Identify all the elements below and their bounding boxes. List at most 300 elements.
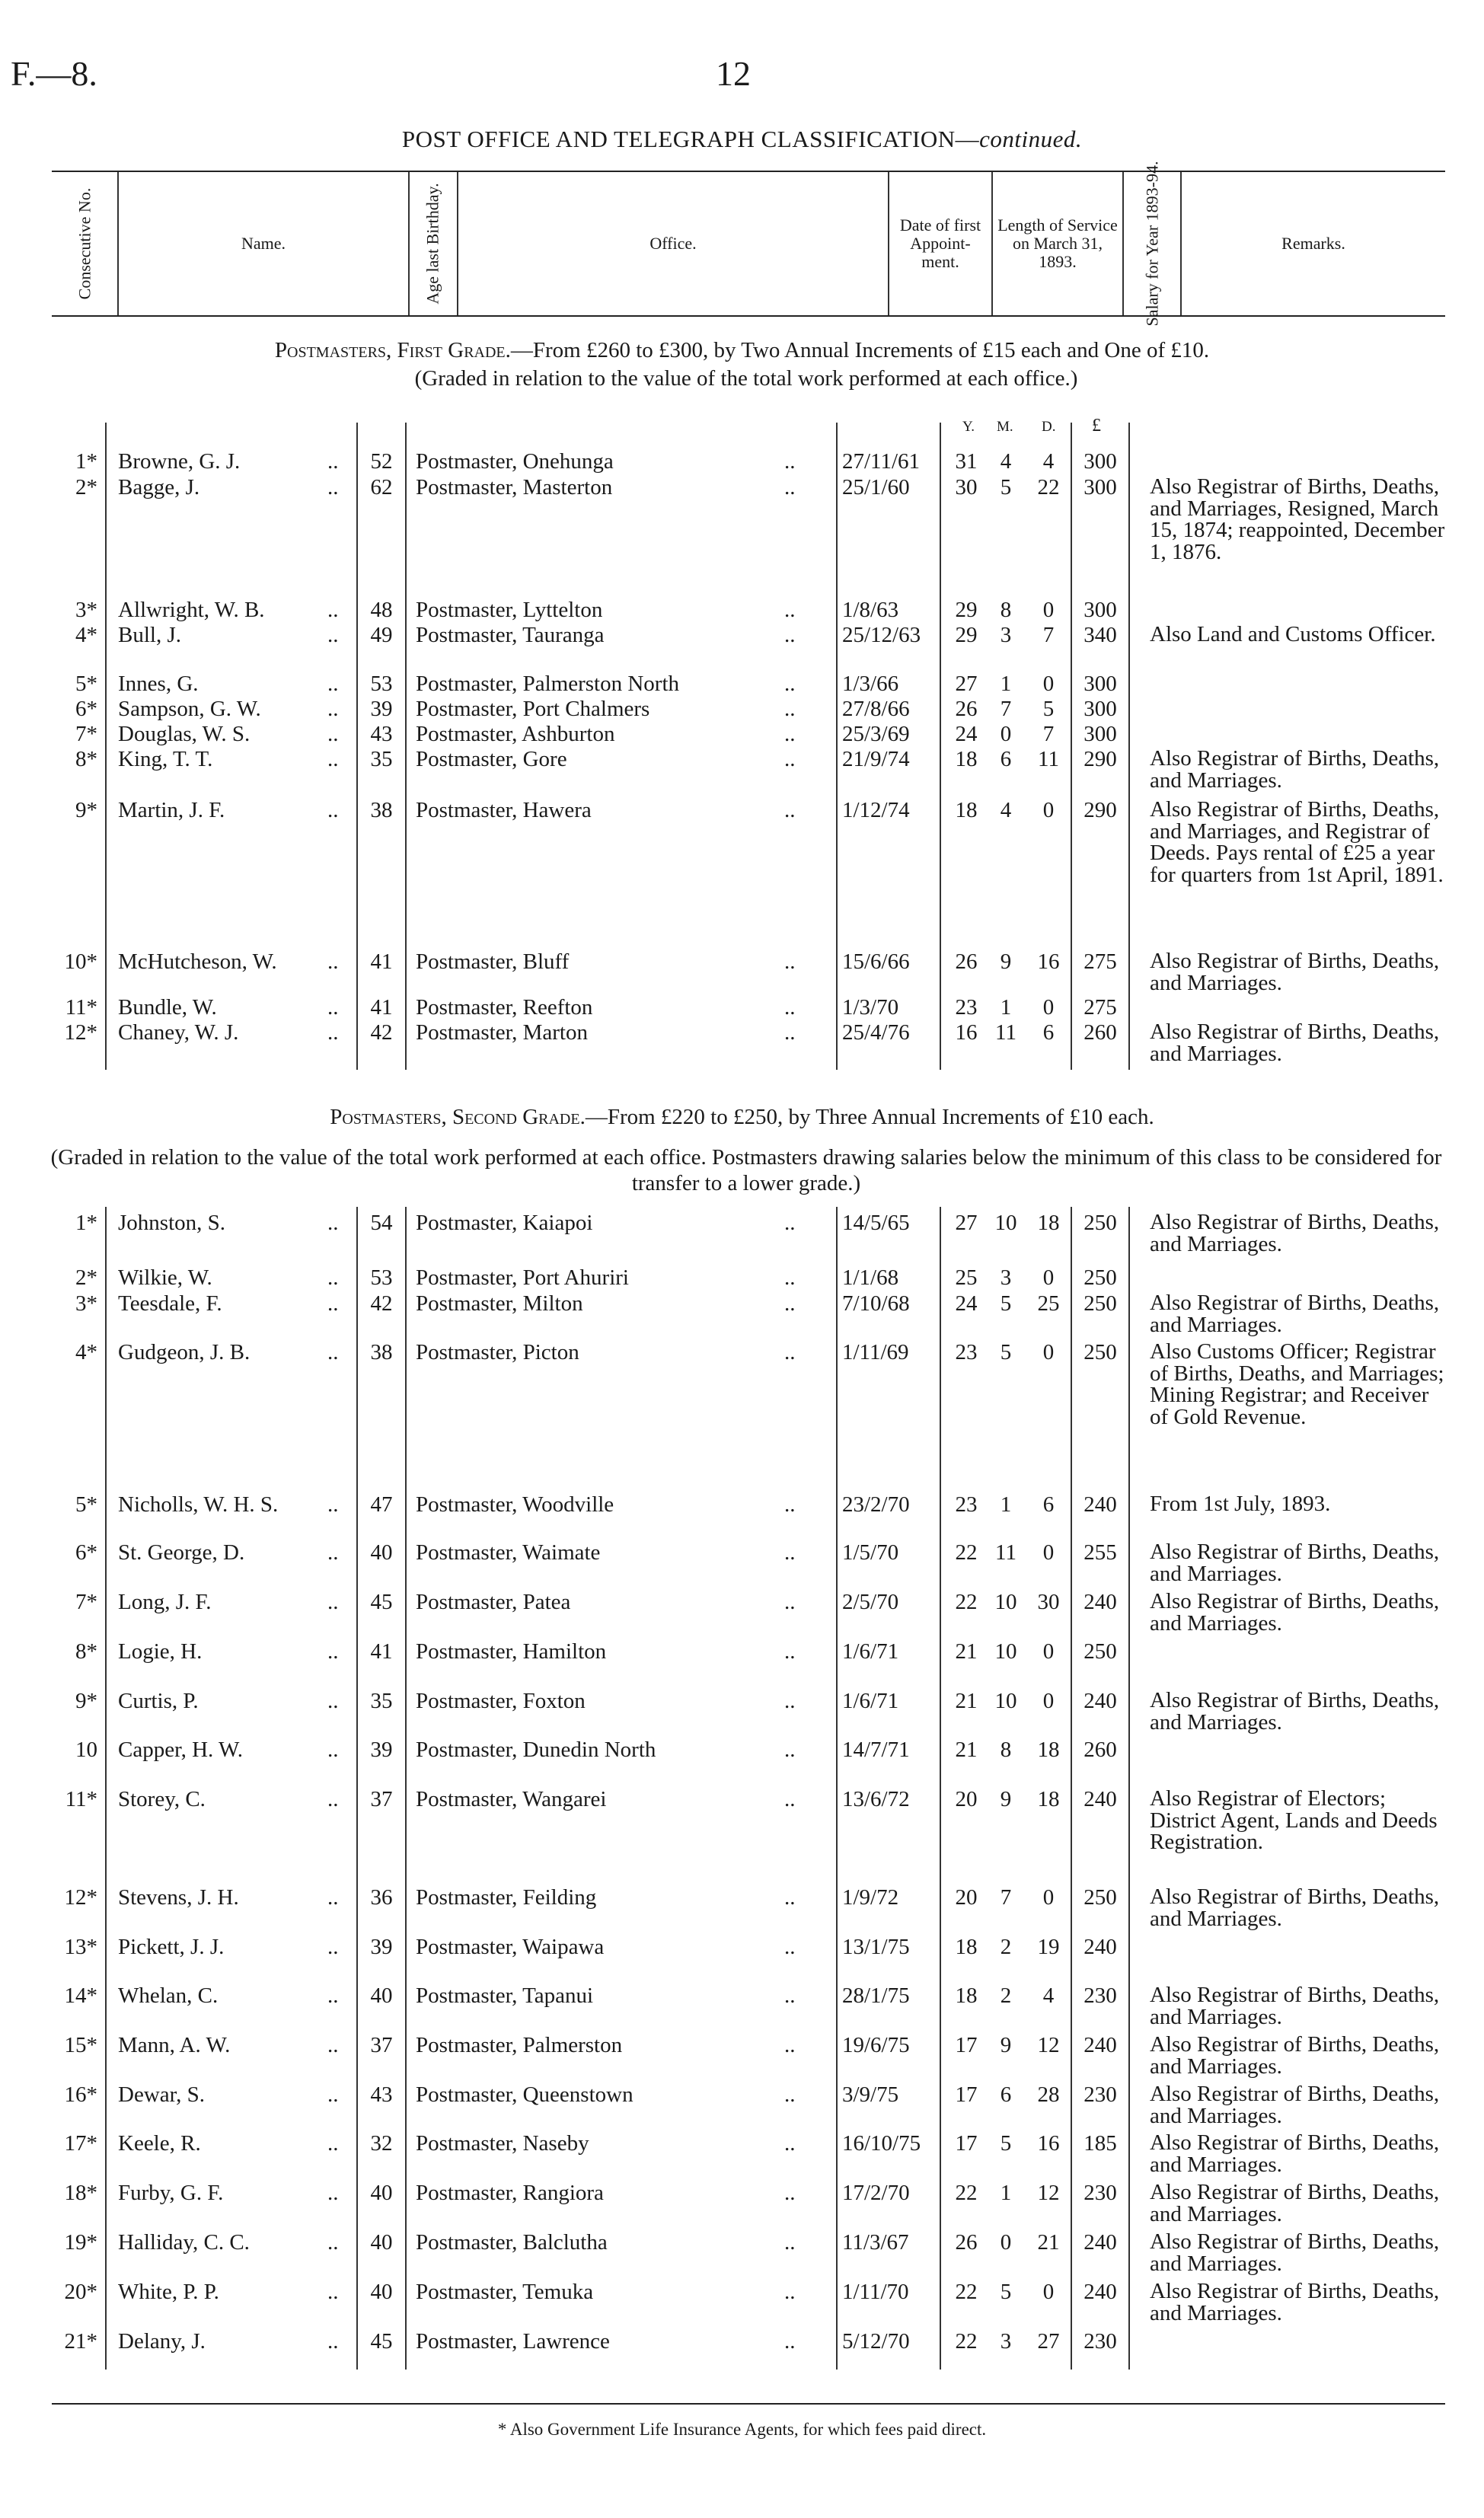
cell-remarks: Also Registrar of Births, Deaths, and Marriages. <box>1150 2032 1440 2079</box>
column-rule <box>1128 423 1130 1070</box>
cell-m: 1 <box>1000 672 1012 696</box>
cell-age: 53 <box>370 672 393 696</box>
cell-d: 27 <box>1037 2329 1060 2354</box>
cell-name: Mann, A. W. <box>118 2033 231 2057</box>
leader-dots-name: .. <box>327 697 339 721</box>
cell-m: 1 <box>1000 995 1012 1020</box>
cell-name: Whelan, C. <box>118 1983 219 2008</box>
cell-office: Postmaster, Tapanui <box>416 1983 594 2008</box>
leader-dots-office: .. <box>784 697 796 721</box>
cell-no: 19* <box>64 2230 97 2255</box>
cell-date: 5/12/70 <box>842 2329 910 2354</box>
cell-date: 1/6/71 <box>842 1639 899 1664</box>
cell-age: 42 <box>370 1020 393 1045</box>
cell-age: 40 <box>370 2181 393 2205</box>
cell-age: 39 <box>370 1738 393 1762</box>
cell-y: 25 <box>955 1265 978 1290</box>
leader-dots-name: .. <box>327 2280 339 2304</box>
cell-d: 12 <box>1037 2033 1060 2057</box>
cell-age: 52 <box>370 449 393 474</box>
cell-y: 20 <box>955 1787 978 1811</box>
cell-age: 48 <box>370 598 393 622</box>
cell-office: Postmaster, Rangiora <box>416 2181 604 2205</box>
cell-m: 1 <box>1000 2181 1012 2205</box>
cell-d: 16 <box>1037 949 1060 974</box>
cell-y: 31 <box>955 449 978 474</box>
cell-date: 25/3/69 <box>842 722 910 746</box>
leader-dots-name: .. <box>327 1787 339 1811</box>
cell-no: 3* <box>75 598 97 622</box>
cell-salary: 260 <box>1083 1020 1117 1045</box>
cell-date: 17/2/70 <box>842 2181 910 2205</box>
column-rule <box>405 423 407 1070</box>
cell-office: Postmaster, Port Chalmers <box>416 697 650 721</box>
header-salary: Salary for Year 1893-94. <box>1142 161 1161 327</box>
leader-dots-office: .. <box>784 1340 796 1364</box>
cell-age: 40 <box>370 1540 393 1565</box>
cell-m: 0 <box>1000 2230 1012 2255</box>
cell-no: 20* <box>64 2280 97 2304</box>
leader-dots-name: .. <box>327 1492 339 1517</box>
cell-m: 10 <box>994 1590 1017 1614</box>
cell-m: 0 <box>1000 722 1012 746</box>
cell-d: 0 <box>1042 1885 1055 1910</box>
cell-name: McHutcheson, W. <box>118 949 277 974</box>
cell-salary: 275 <box>1083 949 1117 974</box>
cell-remarks: Also Land and Customs Officer. <box>1150 622 1436 646</box>
cell-office: Postmaster, Hamilton <box>416 1639 607 1664</box>
cell-salary: 275 <box>1083 995 1117 1020</box>
section-title: Postmasters, Second Grade.—From £220 to £250, by Three Annual Increments of £10 each. <box>330 1105 1154 1129</box>
leader-dots-office: .. <box>784 1787 796 1811</box>
cell-date: 27/8/66 <box>842 697 910 721</box>
cell-m: 10 <box>994 1689 1017 1713</box>
column-rule <box>1071 423 1072 1070</box>
cell-d: 18 <box>1037 1738 1060 1762</box>
cell-name: Halliday, C. C. <box>118 2230 250 2255</box>
cell-date: 16/10/75 <box>842 2131 921 2156</box>
leader-dots-name: .. <box>327 2181 339 2205</box>
cell-no: 13* <box>64 1935 97 1959</box>
cell-name: Long, J. F. <box>118 1590 212 1614</box>
cell-age: 45 <box>370 1590 393 1614</box>
cell-y: 27 <box>955 672 978 696</box>
cell-office: Postmaster, Dunedin North <box>416 1738 656 1762</box>
cell-y: 22 <box>955 1590 978 1614</box>
cell-salary: 240 <box>1083 1787 1117 1811</box>
column-rule <box>405 1207 407 2370</box>
cell-age: 53 <box>370 1265 393 1290</box>
leader-dots-name: .. <box>327 1935 339 1959</box>
leader-dots-name: .. <box>327 2082 339 2107</box>
document-reference: F.—8. <box>11 54 97 93</box>
leader-dots-name: .. <box>327 1738 339 1762</box>
cell-salary: 260 <box>1083 1738 1117 1762</box>
cell-m: 5 <box>1000 475 1012 499</box>
cell-salary: 250 <box>1083 1639 1117 1664</box>
cell-remarks: Also Registrar of Births, Deaths, and Marriages. <box>1150 2279 1440 2325</box>
cell-name: Storey, C. <box>118 1787 206 1811</box>
column-rule <box>105 1207 107 2370</box>
cell-no: 9* <box>75 798 97 822</box>
cell-no: 15* <box>64 2033 97 2057</box>
cell-remarks: From 1st July, 1893. <box>1150 1492 1331 1516</box>
cell-salary: 230 <box>1083 2082 1117 2107</box>
leader-dots-office: .. <box>784 672 796 696</box>
cell-remarks: Also Registrar of Births, Deaths, and Marriages. <box>1150 1885 1440 1931</box>
leader-dots-office: .. <box>784 747 796 771</box>
cell-y: 17 <box>955 2033 978 2057</box>
cell-no: 5* <box>75 672 97 696</box>
column-rule <box>940 1207 941 2370</box>
cell-age: 62 <box>370 475 393 499</box>
leader-dots-name: .. <box>327 623 339 647</box>
cell-d: 0 <box>1042 2280 1055 2304</box>
cell-remarks: Also Registrar of Births, Deaths, and Marriages. <box>1150 2082 1440 2128</box>
heading-continued: continued. <box>979 126 1083 152</box>
cell-d: 30 <box>1037 1590 1060 1614</box>
cell-office: Postmaster, Hawera <box>416 798 592 822</box>
cell-office: Postmaster, Ashburton <box>416 722 615 746</box>
cell-no: 5* <box>75 1492 97 1517</box>
cell-date: 21/9/74 <box>842 747 910 771</box>
cell-office: Postmaster, Temuka <box>416 2280 594 2304</box>
cell-y: 30 <box>955 475 978 499</box>
cell-age: 40 <box>370 1983 393 2008</box>
leader-dots-name: .. <box>327 1340 339 1364</box>
cell-d: 0 <box>1042 672 1055 696</box>
cell-remarks: Also Registrar of Births, Deaths, and Marriages. <box>1150 746 1440 793</box>
cell-remarks: Also Registrar of Births, Deaths, and Marriages. <box>1150 2229 1440 2276</box>
cell-office: Postmaster, Foxton <box>416 1689 586 1713</box>
cell-no: 18* <box>64 2181 97 2205</box>
cell-m: 8 <box>1000 598 1012 622</box>
cell-no: 7* <box>75 1590 97 1614</box>
cell-office: Postmaster, Waimate <box>416 1540 601 1565</box>
column-rule <box>836 423 838 1070</box>
cell-age: 37 <box>370 1787 393 1811</box>
leader-dots-name: .. <box>327 1020 339 1045</box>
cell-y: 17 <box>955 2131 978 2156</box>
cell-remarks: Also Registrar of Births, Deaths, and Marriages, Resigned, March 15, 1874; reappointed, December 1, 1876. <box>1150 474 1445 564</box>
column-rule <box>356 423 358 1070</box>
cell-remarks: Also Registrar of Births, Deaths, and Marriages. <box>1150 1540 1440 1586</box>
header-remarks: Remarks. <box>1281 234 1345 253</box>
cell-name: White, P. P. <box>118 2280 219 2304</box>
cell-d: 0 <box>1042 1639 1055 1664</box>
cell-m: 3 <box>1000 2329 1012 2354</box>
cell-salary: 300 <box>1083 598 1117 622</box>
cell-date: 15/6/66 <box>842 949 910 974</box>
cell-y: 18 <box>955 1935 978 1959</box>
cell-d: 0 <box>1042 1689 1055 1713</box>
cell-y: 26 <box>955 2230 978 2255</box>
cell-m: 4 <box>1000 449 1012 474</box>
leader-dots-name: .. <box>327 449 339 474</box>
cell-name: King, T. T. <box>118 747 213 771</box>
cell-name: Wilkie, W. <box>118 1265 212 1290</box>
cell-no: 8* <box>75 1639 97 1664</box>
cell-no: 11* <box>65 1787 97 1811</box>
cell-name: Teesdale, F. <box>118 1291 222 1316</box>
cell-name: Stevens, J. H. <box>118 1885 239 1910</box>
cell-age: 35 <box>370 747 393 771</box>
cell-date: 27/11/61 <box>842 449 921 474</box>
cell-y: 27 <box>955 1211 978 1235</box>
cell-salary: 300 <box>1083 672 1117 696</box>
cell-m: 10 <box>994 1639 1017 1664</box>
cell-no: 10* <box>64 949 97 974</box>
cell-office: Postmaster, Gore <box>416 747 567 771</box>
cell-d: 18 <box>1037 1211 1060 1235</box>
leader-dots-office: .. <box>784 1639 796 1664</box>
cell-salary: 230 <box>1083 2329 1117 2354</box>
cell-remarks: Also Registrar of Births, Deaths, and Marriages, and Registrar of Deeds. Pays rental of £25 a year for quarters from 1st April, 1891. <box>1150 797 1444 887</box>
cell-office: Postmaster, Onehunga <box>416 449 614 474</box>
cell-y: 23 <box>955 1492 978 1517</box>
cell-no: 3* <box>75 1291 97 1316</box>
leader-dots-name: .. <box>327 722 339 746</box>
header-consecutive-no: Consecutive No. <box>75 187 94 300</box>
cell-no: 9* <box>75 1689 97 1713</box>
leader-dots-name: .. <box>327 475 339 499</box>
leader-dots-office: .. <box>784 623 796 647</box>
cell-y: 17 <box>955 2082 978 2107</box>
leader-dots-office: .. <box>784 1211 796 1235</box>
cell-office: Postmaster, Queenstown <box>416 2082 633 2107</box>
cell-office: Postmaster, Port Ahuriri <box>416 1265 629 1290</box>
cell-d: 21 <box>1037 2230 1060 2255</box>
cell-date: 1/11/70 <box>842 2280 909 2304</box>
cell-salary: 240 <box>1083 1492 1117 1517</box>
cell-date: 14/7/71 <box>842 1738 910 1762</box>
cell-age: 41 <box>370 995 393 1020</box>
cell-remarks: Also Registrar of Births, Deaths, and Marriages. <box>1150 2180 1440 2226</box>
cell-salary: 240 <box>1083 1935 1117 1959</box>
cell-salary: 240 <box>1083 1590 1117 1614</box>
cell-y: 24 <box>955 1291 978 1316</box>
column-rule <box>1071 1207 1072 2370</box>
cell-age: 43 <box>370 722 393 746</box>
cell-y: 21 <box>955 1689 978 1713</box>
cell-office: Postmaster, Balclutha <box>416 2230 608 2255</box>
cell-y: 18 <box>955 747 978 771</box>
cell-remarks: Also Registrar of Births, Deaths, and Marriages. <box>1150 1688 1440 1735</box>
cell-name: Curtis, P. <box>118 1689 199 1713</box>
cell-m: 10 <box>994 1211 1017 1235</box>
cell-d: 6 <box>1042 1492 1055 1517</box>
cell-salary: 290 <box>1083 747 1117 771</box>
cell-no: 1* <box>75 449 97 474</box>
cell-d: 19 <box>1037 1935 1060 1959</box>
cell-name: Nicholls, W. H. S. <box>118 1492 279 1517</box>
cell-y: 20 <box>955 1885 978 1910</box>
cell-m: 9 <box>1000 1787 1012 1811</box>
column-rule <box>940 423 941 1070</box>
cell-name: Logie, H. <box>118 1639 203 1664</box>
cell-name: Bull, J. <box>118 623 181 647</box>
heading-text: POST OFFICE AND TELEGRAPH CLASSIFICATION— <box>401 126 980 152</box>
cell-name: Browne, G. J. <box>118 449 241 474</box>
cell-salary: 230 <box>1083 1983 1117 2008</box>
cell-no: 21* <box>64 2329 97 2354</box>
cell-y: 22 <box>955 2329 978 2354</box>
cell-y: 22 <box>955 1540 978 1565</box>
cell-m: 11 <box>995 1540 1016 1565</box>
cell-office: Postmaster, Reefton <box>416 995 593 1020</box>
cell-salary: 290 <box>1083 798 1117 822</box>
leader-dots-office: .. <box>784 1265 796 1290</box>
leader-dots-office: .. <box>784 2082 796 2107</box>
cell-date: 19/6/75 <box>842 2033 910 2057</box>
cell-name: Sampson, G. W. <box>118 697 261 721</box>
cell-salary: 300 <box>1083 697 1117 721</box>
cell-m: 7 <box>1000 697 1012 721</box>
leader-dots-office: .. <box>784 949 796 974</box>
leader-dots-office: .. <box>784 1885 796 1910</box>
cell-date: 14/5/65 <box>842 1211 910 1235</box>
cell-date: 1/11/69 <box>842 1340 909 1364</box>
table-header <box>52 161 1445 327</box>
cell-date: 11/3/67 <box>842 2230 909 2255</box>
leader-dots-name: .. <box>327 1689 339 1713</box>
leader-dots-office: .. <box>784 1492 796 1517</box>
unit-days: D. <box>1042 419 1056 435</box>
cell-office: Postmaster, Waipawa <box>416 1935 605 1959</box>
cell-age: 35 <box>370 1689 393 1713</box>
cell-office: Postmaster, Palmerston North <box>416 672 680 696</box>
leader-dots-name: .. <box>327 2329 339 2354</box>
cell-office: Postmaster, Masterton <box>416 475 613 499</box>
cell-age: 41 <box>370 949 393 974</box>
cell-no: 6* <box>75 1540 97 1565</box>
leader-dots-name: .. <box>327 1211 339 1235</box>
cell-name: Pickett, J. J. <box>118 1935 225 1959</box>
cell-salary: 250 <box>1083 1291 1117 1316</box>
cell-y: 22 <box>955 2280 978 2304</box>
cell-office: Postmaster, Tauranga <box>416 623 605 647</box>
header-age: Age last Birthday. <box>423 183 443 305</box>
cell-name: St. George, D. <box>118 1540 245 1565</box>
cell-name: Bundle, W. <box>118 995 217 1020</box>
cell-d: 0 <box>1042 798 1055 822</box>
footer-rule <box>52 2403 1445 2405</box>
leader-dots-name: .. <box>327 2131 339 2156</box>
cell-no: 11* <box>65 995 97 1020</box>
cell-m: 6 <box>1000 2082 1012 2107</box>
cell-d: 0 <box>1042 1340 1055 1364</box>
cell-y: 18 <box>955 1983 978 2008</box>
header-office: Office. <box>649 234 697 253</box>
leader-dots-office: .. <box>784 1983 796 2008</box>
cell-age: 37 <box>370 2033 393 2057</box>
header-service: Length of Service on March 31, 1893. <box>997 215 1118 271</box>
leader-dots-name: .. <box>327 2230 339 2255</box>
leader-dots-office: .. <box>784 1291 796 1316</box>
cell-y: 23 <box>955 995 978 1020</box>
cell-d: 7 <box>1042 623 1055 647</box>
cell-salary: 240 <box>1083 2280 1117 2304</box>
cell-office: Postmaster, Picton <box>416 1340 579 1364</box>
leader-dots-name: .. <box>327 1885 339 1910</box>
cell-remarks: Also Registrar of Births, Deaths, and Marriages. <box>1150 949 1440 995</box>
leader-dots-office: .. <box>784 2230 796 2255</box>
leader-dots-name: .. <box>327 1540 339 1565</box>
section-note: (Graded in relation to the value of the total work performed at each office.) <box>414 366 1078 391</box>
cell-no: 7* <box>75 722 97 746</box>
cell-remarks: Also Registrar of Electors; District Agent, Lands and Deeds Registration. <box>1150 1786 1438 1854</box>
cell-date: 1/1/68 <box>842 1265 899 1290</box>
leader-dots-name: .. <box>327 1639 339 1664</box>
cell-d: 11 <box>1038 747 1059 771</box>
cell-name: Martin, J. F. <box>118 798 225 822</box>
cell-office: Postmaster, Woodville <box>416 1492 614 1517</box>
cell-office: Postmaster, Milton <box>416 1291 583 1316</box>
cell-no: 14* <box>64 1983 97 2008</box>
header-date: Date of first Appoint- ment. <box>899 215 981 271</box>
cell-d: 25 <box>1037 1291 1060 1316</box>
cell-no: 12* <box>64 1020 97 1045</box>
cell-age: 38 <box>370 1340 393 1364</box>
cell-office: Postmaster, Marton <box>416 1020 588 1045</box>
leader-dots-office: .. <box>784 449 796 474</box>
footnote: * Also Government Life Insurance Agents, for which fees paid direct. <box>497 2420 987 2439</box>
cell-salary: 185 <box>1083 2131 1117 2156</box>
leader-dots-office: .. <box>784 1590 796 1614</box>
cell-date: 3/9/75 <box>842 2082 899 2107</box>
cell-date: 1/3/66 <box>842 672 899 696</box>
cell-age: 38 <box>370 798 393 822</box>
page-number: 12 <box>716 54 751 93</box>
cell-y: 21 <box>955 1639 978 1664</box>
cell-name: Gudgeon, J. B. <box>118 1340 251 1364</box>
cell-date: 1/3/70 <box>842 995 899 1020</box>
unit-years: Y. <box>962 419 975 435</box>
cell-d: 7 <box>1042 722 1055 746</box>
cell-name: Dewar, S. <box>118 2082 206 2107</box>
cell-m: 9 <box>1000 2033 1012 2057</box>
cell-m: 3 <box>1000 1265 1012 1290</box>
cell-no: 4* <box>75 1340 97 1364</box>
cell-d: 22 <box>1037 475 1060 499</box>
cell-y: 26 <box>955 697 978 721</box>
cell-salary: 250 <box>1083 1340 1117 1364</box>
cell-d: 0 <box>1042 1265 1055 1290</box>
cell-name: Johnston, S. <box>118 1211 226 1235</box>
cell-salary: 250 <box>1083 1211 1117 1235</box>
cell-date: 13/6/72 <box>842 1787 910 1811</box>
leader-dots-name: .. <box>327 995 339 1020</box>
cell-d: 0 <box>1042 995 1055 1020</box>
cell-age: 39 <box>370 1935 393 1959</box>
cell-salary: 230 <box>1083 2181 1117 2205</box>
header-name: Name. <box>241 234 286 253</box>
cell-m: 8 <box>1000 1738 1012 1762</box>
cell-date: 23/2/70 <box>842 1492 910 1517</box>
cell-name: Delany, J. <box>118 2329 206 2354</box>
column-rule <box>105 423 107 1070</box>
cell-office: Postmaster, Naseby <box>416 2131 589 2156</box>
cell-date: 1/12/74 <box>842 798 910 822</box>
leader-dots-office: .. <box>784 1935 796 1959</box>
cell-d: 0 <box>1042 598 1055 622</box>
cell-salary: 300 <box>1083 722 1117 746</box>
leader-dots-office: .. <box>784 475 796 499</box>
cell-office: Postmaster, Palmerston <box>416 2033 623 2057</box>
cell-no: 6* <box>75 697 97 721</box>
cell-age: 43 <box>370 2082 393 2107</box>
cell-date: 25/1/60 <box>842 475 910 499</box>
